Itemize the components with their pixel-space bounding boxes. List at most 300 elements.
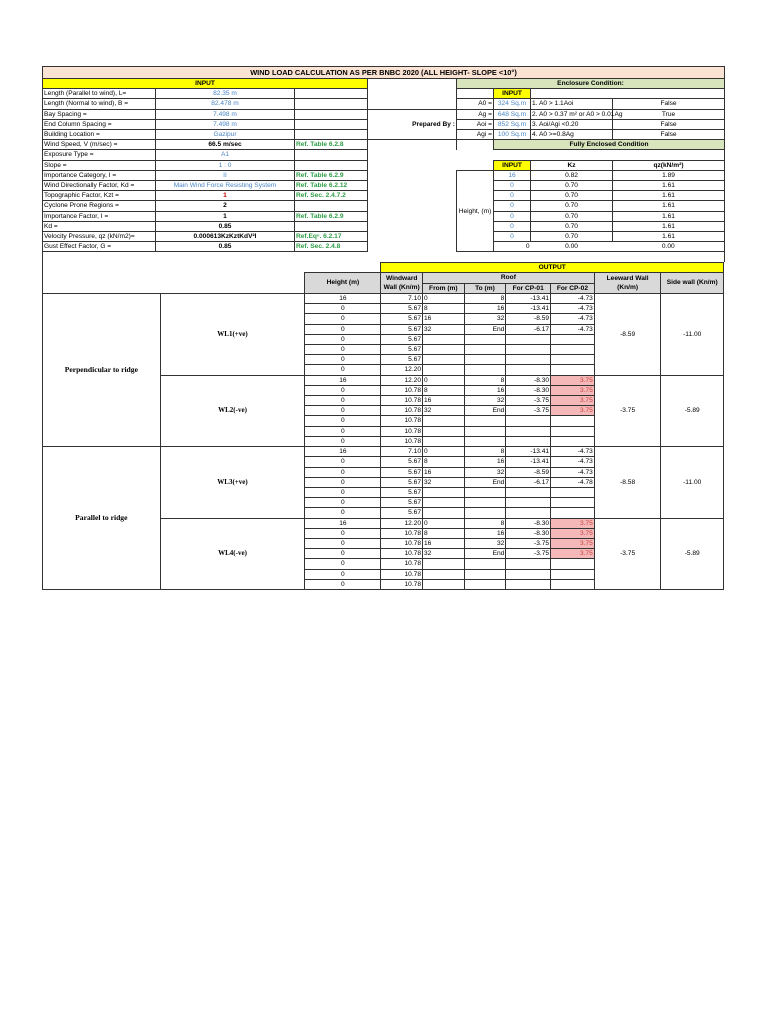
row-windward: 10.78 [381, 406, 423, 416]
row-cp1: -8.30 [506, 385, 551, 395]
wl-label-text: WL3(+ve) [217, 477, 248, 486]
cell [531, 89, 613, 99]
enclosure-condition: 3. Aoi/Agi <0.20 [531, 119, 613, 129]
row-windward: 10.78 [381, 579, 423, 589]
row-to [464, 334, 506, 344]
cell [457, 150, 494, 160]
side-value: -5.89 [661, 518, 724, 589]
row-windward: 10.78 [381, 569, 423, 579]
leeward-value: -8.59 [594, 294, 661, 376]
row-to [464, 569, 506, 579]
leeward-value: -3.75 [594, 518, 661, 589]
row-to [464, 498, 506, 508]
row-cp1: -13.41 [506, 294, 551, 304]
section-label: Parallel to ridge [43, 447, 161, 590]
qz-head: qz(kN/m²) [613, 160, 725, 170]
row-from [423, 345, 465, 355]
row-cp1: -8.30 [506, 528, 551, 538]
row-from [423, 426, 465, 436]
row-height: 16 [305, 294, 381, 304]
row-to: 16 [464, 457, 506, 467]
row-height: 0 [305, 559, 381, 569]
enclosure-symbol: Aoi = [457, 119, 494, 129]
enclosure-value: 324 Sq.m [494, 99, 531, 109]
page-title: WIND LOAD CALCULATION AS PER BNBC 2020 (ALL HEIGHT- SLOPE <10°) [43, 67, 725, 79]
row-from: 0 [423, 518, 465, 528]
section-label: Perpendicular to ridge [43, 294, 161, 447]
input-ref: Ref. Table 6.2.8 [295, 140, 368, 150]
qz-value: 0.00 [613, 242, 725, 252]
kz-value: 0.70 [531, 232, 613, 242]
cell [457, 140, 494, 150]
row-cp2: -4.73 [551, 457, 595, 467]
row-from [423, 365, 465, 375]
row-cp1: -13.41 [506, 457, 551, 467]
row-from: 8 [423, 457, 465, 467]
input-label: Exposure Type = [43, 150, 156, 160]
row-windward: 5.67 [381, 498, 423, 508]
row-to [464, 436, 506, 446]
row-height: 16 [305, 375, 381, 385]
row-windward: 5.67 [381, 355, 423, 365]
row-height: 0 [305, 416, 381, 426]
row-from: 16 [423, 396, 465, 406]
input-ref [295, 119, 368, 129]
row-cp2 [551, 508, 595, 518]
row-to: 8 [464, 447, 506, 457]
enclosure-result-label: Fully Enclosed Condition [494, 140, 725, 150]
input-row [43, 181, 725, 191]
input-value: 0.85 [156, 242, 295, 252]
row-to: End [464, 324, 506, 334]
kz-height: 0 [494, 191, 531, 201]
row-cp2: -4.73 [551, 314, 595, 324]
row-height: 0 [305, 436, 381, 446]
enclosure-condition: 1. A0 > 1.1Aoi [531, 99, 613, 109]
blank-cell [368, 140, 457, 150]
prepared-by-label: Prepared By : [368, 109, 457, 140]
row-windward: 10.78 [381, 559, 423, 569]
input-label: Gust Effect Factor, G = [43, 242, 156, 252]
row-to: 32 [464, 396, 506, 406]
input-value: 0.000613KzKztKdV²I [156, 232, 295, 242]
input-label: Wind Directionally Factor, Kd = [43, 181, 156, 191]
input-row [43, 211, 725, 221]
row-height: 0 [305, 406, 381, 416]
col-from: From (m) [423, 283, 465, 293]
input-row [43, 140, 725, 150]
col-height: Height (m) [305, 272, 381, 293]
row-to [464, 416, 506, 426]
row-to [464, 345, 506, 355]
col-roof: Roof [423, 272, 595, 283]
kz-height: 0 [494, 221, 531, 231]
col-to: To (m) [464, 283, 506, 293]
row-cp1: -3.75 [506, 549, 551, 559]
row-windward: 10.78 [381, 538, 423, 548]
blank-cell [368, 160, 457, 170]
row-cp1 [506, 559, 551, 569]
row-cp2 [551, 487, 595, 497]
kz-value: 0.82 [531, 170, 613, 180]
row-cp2 [551, 426, 595, 436]
row-cp1: -8.59 [506, 467, 551, 477]
row-cp2 [551, 355, 595, 365]
row-cp1 [506, 355, 551, 365]
row-cp1 [506, 498, 551, 508]
row-windward: 10.78 [381, 528, 423, 538]
row-cp2: -4.73 [551, 467, 595, 477]
input-value: 1 [156, 191, 295, 201]
row-cp1 [506, 345, 551, 355]
cell [613, 89, 725, 99]
row-height: 0 [305, 487, 381, 497]
side-value: -11.00 [661, 294, 724, 376]
row-cp1: -13.41 [506, 447, 551, 457]
row-cp1 [506, 569, 551, 579]
qz-value: 1.89 [613, 170, 725, 180]
row-from [423, 508, 465, 518]
row-to: End [464, 549, 506, 559]
leeward-value: -3.75 [594, 375, 661, 446]
row-to [464, 365, 506, 375]
qz-value: 1.61 [613, 201, 725, 211]
output-header: OUTPUT [381, 262, 724, 272]
row-windward: 5.67 [381, 345, 423, 355]
wl-label [160, 375, 305, 446]
input-value: Gazipur [156, 130, 295, 140]
row-cp1: -8.30 [506, 375, 551, 385]
row-from [423, 416, 465, 426]
kz-height: 0 [494, 211, 531, 221]
row-cp2 [551, 569, 595, 579]
row-windward: 12.20 [381, 518, 423, 528]
input-ref: Ref. Table 6.2.9 [295, 170, 368, 180]
row-windward: 12.20 [381, 375, 423, 385]
row-cp2 [551, 334, 595, 344]
row-height: 16 [305, 447, 381, 457]
row-windward: 5.67 [381, 477, 423, 487]
input-table [42, 66, 725, 252]
cell [160, 272, 305, 293]
row-cp2 [551, 498, 595, 508]
input-row [43, 242, 725, 252]
blank-cell [368, 221, 457, 231]
row-to: End [464, 406, 506, 416]
input-row [43, 201, 725, 211]
row-windward: 10.78 [381, 396, 423, 406]
row-from: 8 [423, 528, 465, 538]
input-value: A1 [156, 150, 295, 160]
input-label: Importance Factor, I = [43, 211, 156, 221]
row-cp1: -3.75 [506, 406, 551, 416]
input-ref [295, 109, 368, 119]
row-height: 0 [305, 355, 381, 365]
row-from [423, 487, 465, 497]
input-label: Length (Normal to wind), B = [43, 99, 156, 109]
row-height: 0 [305, 477, 381, 487]
col-windward: Windward Wall (Kn/m) [381, 272, 423, 293]
row-from: 8 [423, 304, 465, 314]
input-ref [295, 130, 368, 140]
row-from: 0 [423, 447, 465, 457]
row-windward: 5.67 [381, 314, 423, 324]
row-from: 16 [423, 314, 465, 324]
row-cp2: -4.73 [551, 304, 595, 314]
row-height: 0 [305, 569, 381, 579]
row-windward: 5.67 [381, 487, 423, 497]
side-value: -5.89 [661, 375, 724, 446]
enclosure-result: False [613, 99, 725, 109]
blank-cell [368, 99, 457, 109]
enclosure-result: True [613, 109, 725, 119]
row-from: 8 [423, 385, 465, 395]
kz-height: 0 [494, 232, 531, 242]
input-label: Bay Spacing = [43, 109, 156, 119]
input-label: Topographic Factor, Kzt = [43, 191, 156, 201]
row-from: 32 [423, 549, 465, 559]
row-to [464, 559, 506, 569]
row-height: 0 [305, 426, 381, 436]
cell [494, 150, 531, 160]
row-cp2 [551, 436, 595, 446]
enclosure-value: 852 Sq.m [494, 119, 531, 129]
row-cp2: 3.75 [551, 375, 595, 385]
input-label: Slope = [43, 160, 156, 170]
input-row [43, 150, 725, 160]
row-cp2 [551, 416, 595, 426]
row-from: 32 [423, 406, 465, 416]
input-label: Building Location = [43, 130, 156, 140]
cell [457, 89, 494, 99]
row-height: 0 [305, 457, 381, 467]
row-from: 32 [423, 324, 465, 334]
row-to: 8 [464, 294, 506, 304]
input-row [43, 160, 725, 170]
row-cp1: -3.75 [506, 538, 551, 548]
row-cp1 [506, 508, 551, 518]
input-value: 1 [156, 211, 295, 221]
col-cp1: For CP-01 [506, 283, 551, 293]
input-ref: Ref. Sec. 2.4.7.2 [295, 191, 368, 201]
row-to: 16 [464, 528, 506, 538]
row-cp1: -3.75 [506, 396, 551, 406]
input-value: 82.35 m [156, 89, 295, 99]
enclosure-symbol: Agi = [457, 130, 494, 140]
input-value: 66.5 m/sec [156, 140, 295, 150]
kz-input-label: INPUT [494, 160, 531, 170]
height-label: Height, (m) [457, 170, 494, 252]
row-from [423, 559, 465, 569]
side-value: -11.00 [661, 447, 724, 518]
input-label: End Column Spacing = [43, 119, 156, 129]
input-ref [295, 99, 368, 109]
output-row [43, 447, 724, 457]
input-value: Main Wind Force Resisting System [156, 181, 295, 191]
row-to [464, 355, 506, 365]
wl-label-text: WL1(+ve) [217, 329, 248, 338]
row-windward: 5.67 [381, 508, 423, 518]
input-label: Cyclone Prone Regions = [43, 201, 156, 211]
input-ref [295, 221, 368, 231]
cell [305, 262, 381, 272]
kz-height: 0 [494, 201, 531, 211]
row-cp1 [506, 436, 551, 446]
col-side: Side wall (Kn/m) [661, 272, 724, 293]
row-to: 32 [464, 467, 506, 477]
input-row [43, 170, 725, 180]
cell [43, 272, 161, 293]
row-to: 32 [464, 538, 506, 548]
row-windward: 5.67 [381, 334, 423, 344]
blank-cell [368, 232, 457, 242]
input-value: 0.85 [156, 221, 295, 231]
input-ref: Ref.Eqⁿ. 6.2.17 [295, 232, 368, 242]
row-cp2: 3.75 [551, 385, 595, 395]
enclosure-result: False [613, 119, 725, 129]
row-windward: 5.67 [381, 324, 423, 334]
input-label: Kd = [43, 221, 156, 231]
row-cp2 [551, 345, 595, 355]
row-cp2: -4.78 [551, 477, 595, 487]
input-row [43, 109, 725, 119]
row-to: End [464, 477, 506, 487]
row-cp1 [506, 487, 551, 497]
row-height: 0 [305, 365, 381, 375]
input-row [43, 89, 725, 99]
row-cp2 [551, 579, 595, 589]
row-to: 8 [464, 375, 506, 385]
row-from: 16 [423, 467, 465, 477]
kz-height: 0 [494, 242, 531, 252]
input-label: Importance Category, I = [43, 170, 156, 180]
cell [613, 150, 725, 160]
row-height: 0 [305, 498, 381, 508]
enclosure-symbol: A0 = [457, 99, 494, 109]
blank-cell [368, 201, 457, 211]
wl-label-text: WL2(-ve) [218, 406, 247, 415]
enclosure-result: False [613, 130, 725, 140]
input-value: 82.478 m [156, 99, 295, 109]
row-height: 0 [305, 385, 381, 395]
input-value: 2 [156, 201, 295, 211]
input-row [43, 221, 725, 231]
wl-label [160, 447, 305, 518]
row-windward: 5.67 [381, 457, 423, 467]
row-cp1: -6.17 [506, 477, 551, 487]
row-cp2: 3.75 [551, 406, 595, 416]
kz-value: 0.70 [531, 191, 613, 201]
leeward-value: -8.58 [594, 447, 661, 518]
row-to [464, 426, 506, 436]
row-height: 0 [305, 467, 381, 477]
enclosure-symbol: Ag = [457, 109, 494, 119]
kz-head: Kz [531, 160, 613, 170]
enclosure-value: 100 Sq.m [494, 130, 531, 140]
qz-value: 1.61 [613, 191, 725, 201]
row-height: 0 [305, 324, 381, 334]
enclosure-header: Enclosure Condition: [457, 79, 725, 89]
input-row [43, 191, 725, 201]
input-label: Length (Parallel to wind), L= [43, 89, 156, 99]
input-ref [295, 160, 368, 170]
output-table [42, 262, 724, 590]
input-header: INPUT [43, 79, 368, 89]
row-from: 32 [423, 477, 465, 487]
input-label: Wind Speed, V (m/sec) = [43, 140, 156, 150]
row-from [423, 436, 465, 446]
row-height: 0 [305, 508, 381, 518]
row-height: 0 [305, 396, 381, 406]
row-height: 0 [305, 538, 381, 548]
kz-value: 0.00 [531, 242, 613, 252]
row-from: 0 [423, 375, 465, 385]
col-leeward: Leeward Wall (Kn/m) [594, 272, 661, 293]
blank-cell [368, 181, 457, 191]
cell [457, 160, 494, 170]
row-from [423, 569, 465, 579]
row-windward: 5.67 [381, 304, 423, 314]
qz-value: 1.61 [613, 221, 725, 231]
row-cp2: -4.73 [551, 447, 595, 457]
input-row [43, 232, 725, 242]
cell [531, 150, 613, 160]
row-cp2: 3.75 [551, 518, 595, 528]
row-cp2: -4.73 [551, 324, 595, 334]
row-to [464, 579, 506, 589]
input-value: II [156, 170, 295, 180]
blank-cell [368, 89, 457, 99]
row-windward: 10.78 [381, 436, 423, 446]
row-cp1 [506, 579, 551, 589]
row-cp1: -6.17 [506, 324, 551, 334]
row-height: 0 [305, 549, 381, 559]
kz-value: 0.70 [531, 201, 613, 211]
input-value: 7.498 m [156, 109, 295, 119]
row-windward: 10.78 [381, 385, 423, 395]
input-ref [295, 201, 368, 211]
kz-value: 0.70 [531, 181, 613, 191]
blank-cell [368, 191, 457, 201]
cell [43, 262, 161, 272]
row-cp2: 3.75 [551, 538, 595, 548]
row-cp2: 3.75 [551, 549, 595, 559]
row-height: 0 [305, 314, 381, 324]
input-ref [295, 89, 368, 99]
row-height: 0 [305, 528, 381, 538]
enclosure-condition: 2. A0 > 0.37 m² or A0 > 0.01Ag [532, 110, 623, 118]
wl-label [160, 294, 305, 376]
output-row [43, 294, 724, 304]
row-to: 16 [464, 385, 506, 395]
cell [160, 262, 305, 272]
wl-label [160, 518, 305, 589]
enclosure-value: 648 Sq.m [494, 109, 531, 119]
input-label: Velocity Pressure, qz (kN/m2)= [43, 232, 156, 242]
row-height: 0 [305, 334, 381, 344]
row-cp2: 3.75 [551, 528, 595, 538]
blank-cell [368, 150, 457, 160]
input-ref: Ref. Table 6.2.9 [295, 211, 368, 221]
kz-height: 0 [494, 181, 531, 191]
wl-label-text: WL4(-ve) [218, 549, 247, 558]
row-cp1 [506, 426, 551, 436]
row-windward: 12.20 [381, 365, 423, 375]
kz-value: 0.70 [531, 221, 613, 231]
input-ref: Ref. Sec. 2.4.8 [295, 242, 368, 252]
row-from: 0 [423, 294, 465, 304]
input-ref [295, 150, 368, 160]
